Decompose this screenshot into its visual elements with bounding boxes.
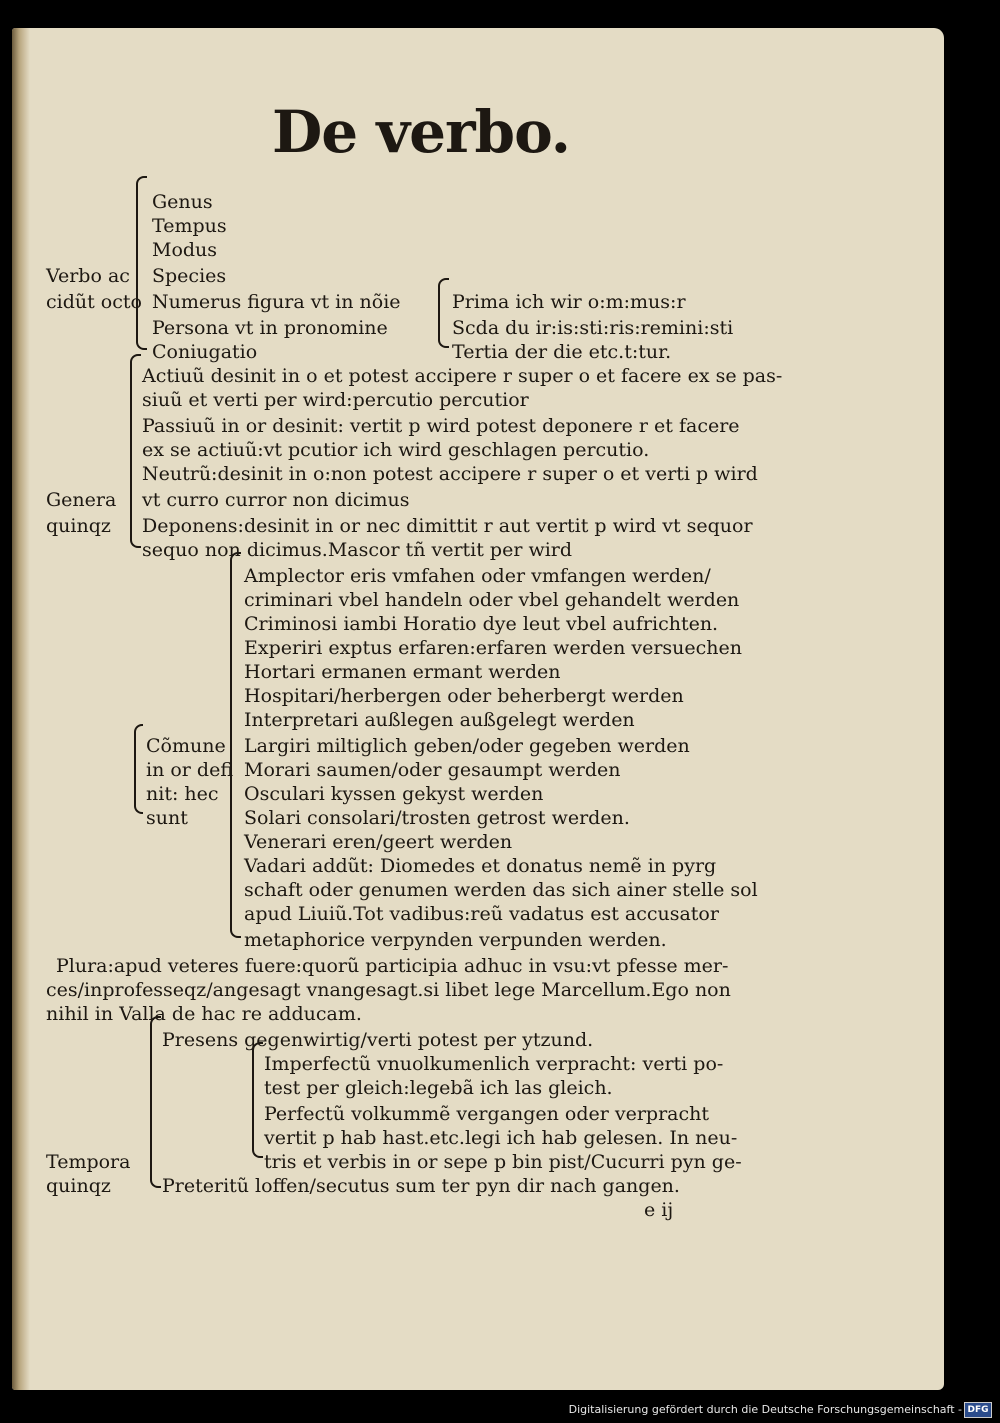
text-line: Osculari kyssen gekyst werden	[244, 783, 544, 805]
dfg-logo: DFG	[964, 1402, 992, 1418]
text-line: Deponens:desinit in or nec dimittit r aut vertit p wird vt sequor	[142, 515, 753, 537]
text-line: cidũt octo	[46, 291, 142, 313]
text-line: vt curro curror non dicimus	[142, 489, 410, 511]
text-line: Amplector eris vmfahen oder vmfangen werden/	[244, 565, 711, 587]
text-line: Verbo ac	[46, 265, 130, 287]
text-line: ex se actiuũ:vt pcutior ich wird geschlagen percutio.	[142, 439, 650, 461]
text-line: Passiuũ in or desinit: vertit p wird potest deponere r et facere	[142, 415, 740, 437]
text-line: Tempora	[46, 1151, 131, 1173]
text-line: nihil in Valla de hac re adducam.	[46, 1003, 362, 1025]
text-line: Modus	[152, 239, 218, 261]
text-line: in or defi	[146, 759, 233, 781]
text-line: Coniugatio	[152, 341, 258, 363]
page-number: e ij	[644, 1199, 674, 1221]
brace-commune	[230, 552, 241, 938]
text-line: Plura:apud veteres fuere:quorũ participia adhuc in vsu:vt pfesse mer-	[56, 955, 729, 977]
text-line: Genus	[152, 191, 213, 213]
page-title: De verbo.	[272, 98, 570, 166]
text-line: Solari consolari/trosten getrost werden.	[244, 807, 630, 829]
text-line: Prima ich wir o:m:mus:r	[452, 291, 686, 313]
text-line: Species	[152, 265, 227, 287]
text-line: Preteritũ loffen/secutus sum ter pyn dir nach gangen.	[162, 1175, 680, 1197]
brace-tempora	[150, 1016, 161, 1188]
text-line: Imperfectũ vnuolkumenlich verpracht: verti po-	[264, 1053, 724, 1075]
text-line: sunt	[146, 807, 188, 829]
text-line: ces/inprofesseqz/angesagt vnangesagt.si libet lege Marcellum.Ego non	[46, 979, 731, 1001]
text-line: criminari vbel handeln oder vbel gehandelt werden	[244, 589, 740, 611]
brace-persons	[438, 278, 449, 348]
text-line: Scda du ir:is:sti:ris:remini:sti	[452, 317, 734, 339]
text-line: Cõmune	[146, 735, 226, 757]
text-line: Persona vt in pronomine	[152, 317, 388, 339]
brace-preteritum	[252, 1042, 263, 1158]
text-line: quinqz	[46, 1175, 111, 1197]
text-line: Perfectũ volkummẽ vergangen oder verpracht	[264, 1103, 709, 1125]
text-line: Tempus	[152, 215, 227, 237]
brace-genera	[130, 354, 141, 548]
text-line: tris et verbis in or sepe p bin pist/Cucurri pyn ge-	[264, 1151, 742, 1173]
footer-credit: Digitalisierung gefördert durch die Deutsche Forschungsgemeinschaft -	[568, 1403, 962, 1416]
page-gutter-shadow	[12, 28, 30, 1390]
text-line: vertit p hab hast.etc.legi ich hab gelesen. In neu-	[264, 1127, 738, 1149]
text-line: Criminosi iambi Horatio dye leut vbel aufrichten.	[244, 613, 719, 635]
text-line: metaphorice verpynden verpunden werden.	[244, 929, 667, 951]
text-line: Neutrũ:desinit in o:non potest accipere r super o et verti p wird	[142, 463, 758, 485]
brace-accidents	[136, 176, 147, 350]
text-line: Hortari ermanen ermant werden	[244, 661, 561, 683]
text-line: test per gleich:legebã ich las gleich.	[264, 1077, 613, 1099]
text-line: Vadari addũt: Diomedes et donatus nemẽ in pyrg	[244, 855, 717, 877]
brace-commune-label	[134, 724, 143, 814]
text-line: Hospitari/herbergen oder beherbergt werden	[244, 685, 684, 707]
text-line: schaft oder genumen werden das sich ainer stelle sol	[244, 879, 758, 901]
text-line: siuũ et verti per wird:percutio percutior	[142, 389, 529, 411]
book-page	[12, 28, 944, 1390]
text-line: Venerari eren/geert werden	[244, 831, 513, 853]
text-line: Numerus figura vt in nõie	[152, 291, 401, 313]
text-line: Interpretari außlegen außgelegt werden	[244, 709, 635, 731]
text-line: Morari saumen/oder gesaumpt werden	[244, 759, 621, 781]
text-line: Experiri exptus erfaren:erfaren werden versuechen	[244, 637, 742, 659]
text-line: Presens gegenwirtig/verti potest per ytzund.	[162, 1029, 594, 1051]
text-line: nit: hec	[146, 783, 219, 805]
text-line: Tertia der die etc.t:tur.	[452, 341, 672, 363]
text-line: Genera	[46, 489, 117, 511]
text-line: quinqz	[46, 515, 111, 537]
text-line: Actiuũ desinit in o et potest accipere r super o et facere ex se pas-	[142, 365, 783, 387]
text-line: Largiri miltiglich geben/oder gegeben werden	[244, 735, 690, 757]
text-line: apud Liuiũ.Tot vadibus:reũ vadatus est accusator	[244, 903, 719, 925]
text-line: sequo non dicimus.Mascor tñ vertit per wird	[142, 539, 573, 561]
